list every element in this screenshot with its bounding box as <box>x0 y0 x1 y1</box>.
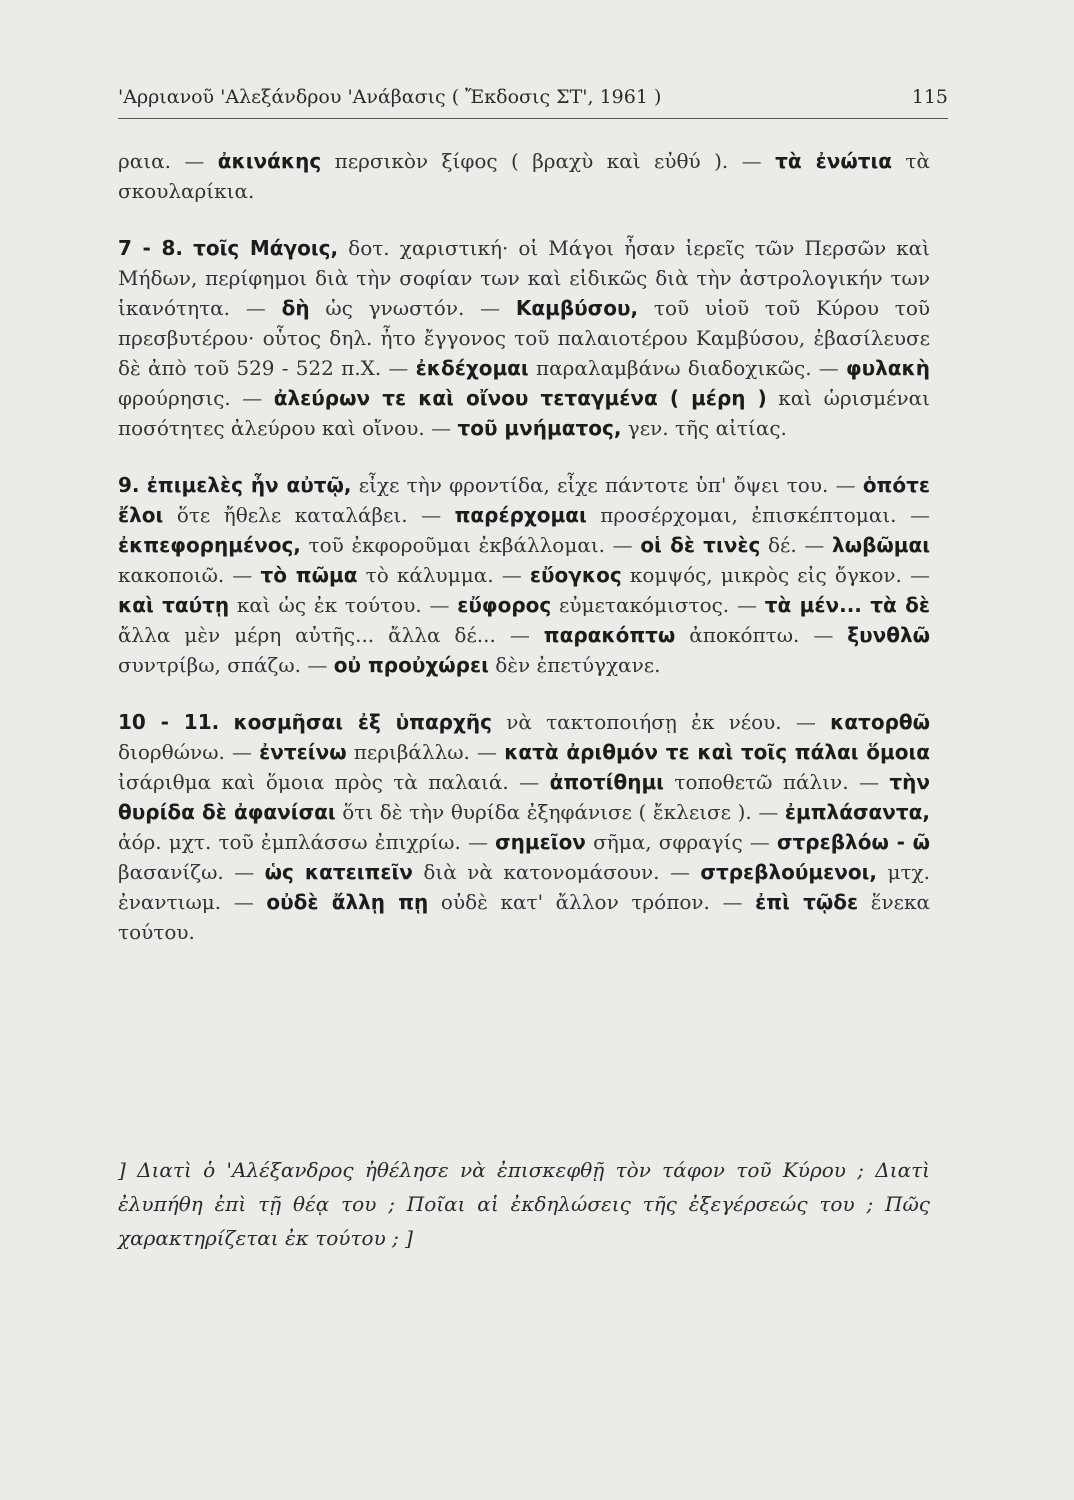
gloss-text: παραλαμβάνω διαδοχικῶς. <box>535 356 812 380</box>
lemma-term: τοῖς Μάγοις, <box>193 236 339 260</box>
gloss-text: τὰ σκουλαρίκια. <box>118 149 930 203</box>
gloss-entry <box>605 533 797 557</box>
gloss-text: συντρίβω, σπάζω. <box>118 653 302 677</box>
gloss-text: περιβάλλω. <box>353 740 470 764</box>
gloss-text: ραια. <box>118 149 171 173</box>
gloss-text: δέ. <box>768 533 797 557</box>
running-title: 'Αρριανοῦ 'Αλεξάνδρου 'Ανάβασις ( Ἔκδοσις ΣΤ', 1961 ) <box>118 86 662 108</box>
gloss-text: τοῦ υἱοῦ τοῦ Κύρου τοῦ πρεσβυτέρου· οὗτος δηλ. ἦτο ἔγγονος τοῦ παλαιοτέρου Καμβύσου, ἐβασίλευσε δὲ ἀπὸ τοῦ 529 - 522 π.Χ. <box>118 296 931 380</box>
gloss-entry <box>494 563 902 587</box>
gloss-text: ἕνεκα τούτου. <box>118 890 931 944</box>
gloss-text: γεν. τῆς αἰτίας. <box>627 416 787 440</box>
gloss-text: τοῦ ἐκφοροῦμαι ἐκβάλλομαι. <box>308 533 606 557</box>
lemma-term: στρεβλόω - ῶ <box>776 830 931 854</box>
gloss-text: ἰσάριθμα καὶ ὅμοια πρὸς τὰ παλαιά. <box>118 770 509 794</box>
gloss-entry <box>425 416 787 440</box>
gloss-text: κομψός, μικρὸς εἰς ὄγκον. <box>629 563 902 587</box>
lemma-term: ἀλεύρων τε καὶ οἴνου τεταγμένα ( μέρη ) <box>273 386 767 410</box>
gloss-entry <box>118 149 171 173</box>
gloss-entry <box>147 473 829 497</box>
lemma-term: ἐπὶ τῷδε <box>755 890 859 914</box>
lemma-term: τὸ πῶμα <box>260 563 358 587</box>
gloss-text: νὰ τακτοποιήσῃ ἐκ νέου. <box>506 710 782 734</box>
lemma-term: σημεῖον <box>495 830 586 854</box>
lemma-term: ὡς κατειπεῖν <box>264 860 413 884</box>
lemma-term: στρεβλούμενοι, <box>700 860 878 884</box>
gloss-entry <box>381 356 811 380</box>
lemma-term: τὴν θυρίδα δὲ ἀφανίσαι <box>118 770 931 824</box>
lemma-term: τὰ μέν... τὰ δὲ <box>764 593 931 617</box>
gloss-text: ὅτι δὲ τὴν θυρίδα ἐξηφάνισε ( ἔκλεισε ). <box>342 800 752 824</box>
lemma-term: οὐ προὐχώρει <box>333 653 489 677</box>
running-header <box>118 86 948 108</box>
lemma-term: καὶ ταύτῃ <box>118 593 230 617</box>
lemma-term: ἐκπεφορημένος, <box>118 533 301 557</box>
gloss-list <box>118 710 930 944</box>
lemma-term: οἱ δὲ τινὲς <box>640 533 761 557</box>
section-reference: 9. <box>118 473 140 497</box>
lemma-term: ὁπότε ἔλοι <box>118 473 931 527</box>
section-reference: 7 - 8. <box>118 236 184 260</box>
lemma-term: οὐδὲ ἄλλῃ πῃ <box>266 890 429 914</box>
lemma-term: λωβῶμαι <box>832 533 931 557</box>
gloss-entry <box>496 623 800 647</box>
gloss-entry <box>225 740 470 764</box>
gloss-entry <box>301 653 660 677</box>
commentary-body <box>118 146 930 947</box>
commentary-paragraph <box>118 233 930 443</box>
gloss-text: τοποθετῶ πάλιν. <box>674 770 849 794</box>
gloss-text: δοτ. χαριστική· οἱ Μάγοι ἦσαν ἱερεῖς τῶν Περσῶν καὶ Μήδων, περίφημοι διὰ τὴν σοφίαν των καὶ εἰδικῶς διὰ τὴν ἀστρολογικήν των ἱκανότητα. <box>118 236 931 320</box>
lemma-term: τοῦ μνήματος, <box>457 416 622 440</box>
gloss-text: τὸ κάλυμμα. <box>365 563 494 587</box>
gloss-entry <box>408 503 897 527</box>
gloss-text: σῆμα, σφραγίς <box>593 830 743 854</box>
gloss-text: προσέρχομαι, ἐπισκέπτομαι. <box>600 503 897 527</box>
lemma-term: κοσμῆσαι ἐξ ὑπαρχῆς <box>233 710 492 734</box>
lemma-term: κατορθῶ <box>830 710 931 734</box>
lemma-term: ἐκδέχομαι <box>415 356 529 380</box>
lemma-term: παρακόπτω <box>543 623 676 647</box>
gloss-text: ὅτε ἤθελε καταλάβει. <box>176 503 408 527</box>
lemma-term: ἀποτίθημι <box>549 770 664 794</box>
gloss-text: φρούρησις. <box>118 386 231 410</box>
gloss-text: καὶ ὡς ἐκ τούτου. <box>236 593 422 617</box>
gloss-entry <box>422 593 729 617</box>
lemma-term: εὔφορος <box>457 593 552 617</box>
commentary-paragraph <box>118 707 930 947</box>
gloss-text: καὶ ὡρισμέναι ποσότητες ἀλεύρου καὶ οἴνου. <box>118 386 931 440</box>
gloss-entry <box>461 830 743 854</box>
gloss-text: οὐδὲ κατ' ἄλλον τρόπον. <box>440 890 710 914</box>
gloss-text: περσικὸν ξίφος ( βραχὺ καὶ εὐθύ ). <box>334 149 729 173</box>
lemma-term: τὰ ἐνώτια <box>775 149 893 173</box>
gloss-text: βασανίζω. <box>118 860 224 884</box>
gloss-text: διορθώνω. <box>118 740 225 764</box>
lemma-term: ἀκινάκης <box>217 149 322 173</box>
lemma-term: δὴ <box>281 296 310 320</box>
lemma-term: ἐπιμελὲς ἦν αὐτῷ, <box>146 473 352 497</box>
lemma-term: εὔογκος <box>529 563 622 587</box>
lemma-term: ἐμπλάσαντα, <box>784 800 930 824</box>
section-reference: 10 - 11. <box>118 710 220 734</box>
lemma-term: ἐντείνω <box>259 740 347 764</box>
lemma-term: Καμβύσου, <box>515 296 639 320</box>
gloss-entry <box>221 890 710 914</box>
commentary-paragraph <box>118 470 930 680</box>
gloss-text: ἀόρ. μχτ. τοῦ ἐμπλάσσω ἐπιχρίω. <box>118 830 461 854</box>
gloss-list <box>118 149 930 203</box>
gloss-entry <box>230 296 464 320</box>
lemma-term: παρέρχομαι <box>454 503 587 527</box>
gloss-text: μτχ. ἐναντιωμ. <box>118 860 931 914</box>
gloss-entry <box>224 563 493 587</box>
lemma-term: ξυνθλῶ <box>847 623 931 647</box>
gloss-text: εἶχε τὴν φροντίδα, εἶχε πάντοτε ὑπ' ὄψει του. <box>358 473 829 497</box>
header-rule <box>118 118 948 119</box>
page-number: 115 <box>911 86 948 108</box>
gloss-list <box>118 473 930 677</box>
gloss-text: δὲν ἐπετύγχανε. <box>495 653 661 677</box>
gloss-entry <box>509 770 849 794</box>
gloss-entry <box>171 149 728 173</box>
lemma-term: φυλακὴ <box>846 356 930 380</box>
commentary-paragraph <box>118 146 930 206</box>
gloss-list <box>118 236 930 440</box>
gloss-text: κακοποιῶ. <box>118 563 225 587</box>
gloss-text: εὐμετακόμιστος. <box>559 593 730 617</box>
review-questions: ] Διατὶ ὁ 'Αλέξανδρος ἠθέλησε νὰ ἐπισκεφθῇ τὸν τάφον τοῦ Κύρου ; Διατὶ ἐλυπήθη ἐπὶ τῇ θέᾳ του ; Ποῖαι αἱ ἐκδηλώσεις τῆς ἐξεγέρσεώς του ; Πῶς χαρακτηρίζεται ἐκ τούτου ; ] <box>118 1158 930 1250</box>
lemma-term: κατὰ ἀριθμόν τε καὶ τοῖς πάλαι ὅμοια <box>504 740 931 764</box>
gloss-entry <box>233 710 781 734</box>
gloss-text: ὡς γνωστόν. <box>325 296 465 320</box>
gloss-text: ἄλλα μὲν μέρη αὐτῆς... ἄλλα δέ... <box>118 623 496 647</box>
gloss-text: διὰ νὰ κατονομάσουν. <box>423 860 660 884</box>
gloss-entry <box>224 860 660 884</box>
gloss-text: ἀποκόπτω. <box>689 623 800 647</box>
